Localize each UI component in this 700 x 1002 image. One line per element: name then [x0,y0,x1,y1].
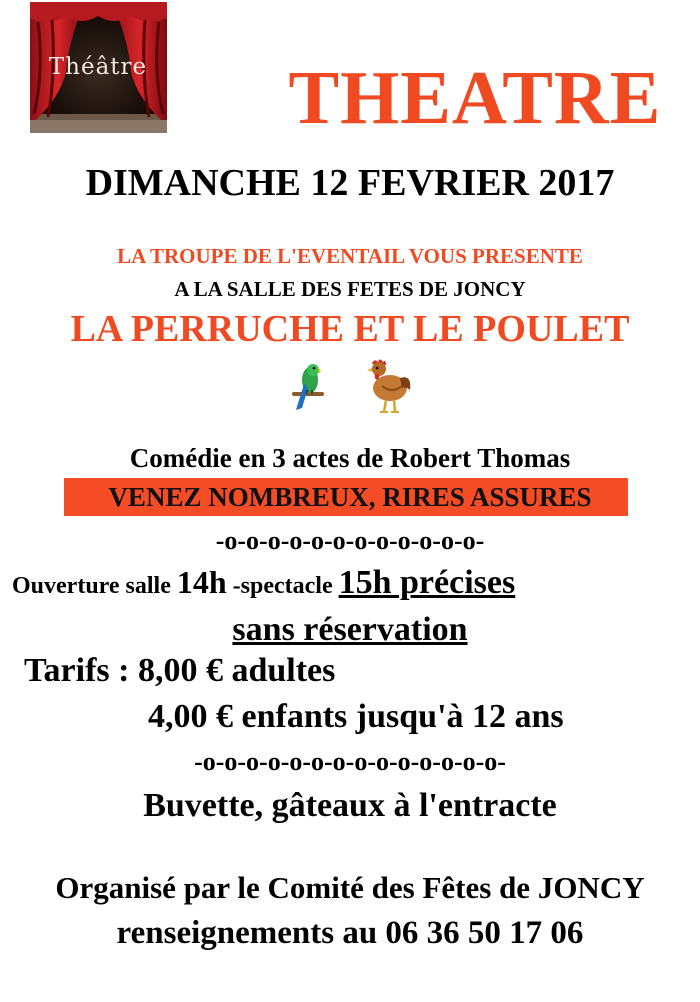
page-title: THEATRE [288,56,662,140]
logo-label: Théâtre [48,54,148,80]
event-date: DIMANCHE 12 FEVRIER 2017 [85,162,615,204]
chicken-icon [362,356,414,416]
organizer-line: Organisé par le Comité des Fêtes de JONCY [55,870,645,905]
tarif-children: 4,00 € enfants jusqu'à 12 ans [148,698,564,735]
show-time: 15h précises [338,564,516,601]
theatre-logo [30,2,167,133]
reservation-note: sans réservation [232,611,468,648]
separator: -o-o-o-o-o-o-o-o-o-o-o-o-o-o- [194,747,506,776]
parrot-icon [288,360,328,416]
tarif-adults: Tarifs : 8,00 € adultes [24,652,336,689]
buvette-line: Buvette, gâteaux à l'entracte [143,787,557,824]
opening-time: 14h [176,564,227,600]
spectacle-label: -spectacle [232,573,333,599]
troupe-line: LA TROUPE DE L'EVENTAIL VOUS PRESENTE [117,244,583,268]
contact-line: renseignements au 06 36 50 17 06 [116,915,584,951]
illustration-row [0,356,700,418]
slogan: VENEZ NOMBREUX, RIRES ASSURES [108,482,592,512]
play-title: LA PERRUCHE ET LE POULET [70,308,630,350]
author-line: Comédie en 3 actes de Robert Thomas [129,443,571,473]
separator: -o-o-o-o-o-o-o-o-o-o-o-o- [215,526,485,555]
opening-line [12,562,692,606]
venue-line: A LA SALLE DES FETES DE JONCY [174,277,526,301]
opening-label: Ouverture salle [12,573,171,599]
